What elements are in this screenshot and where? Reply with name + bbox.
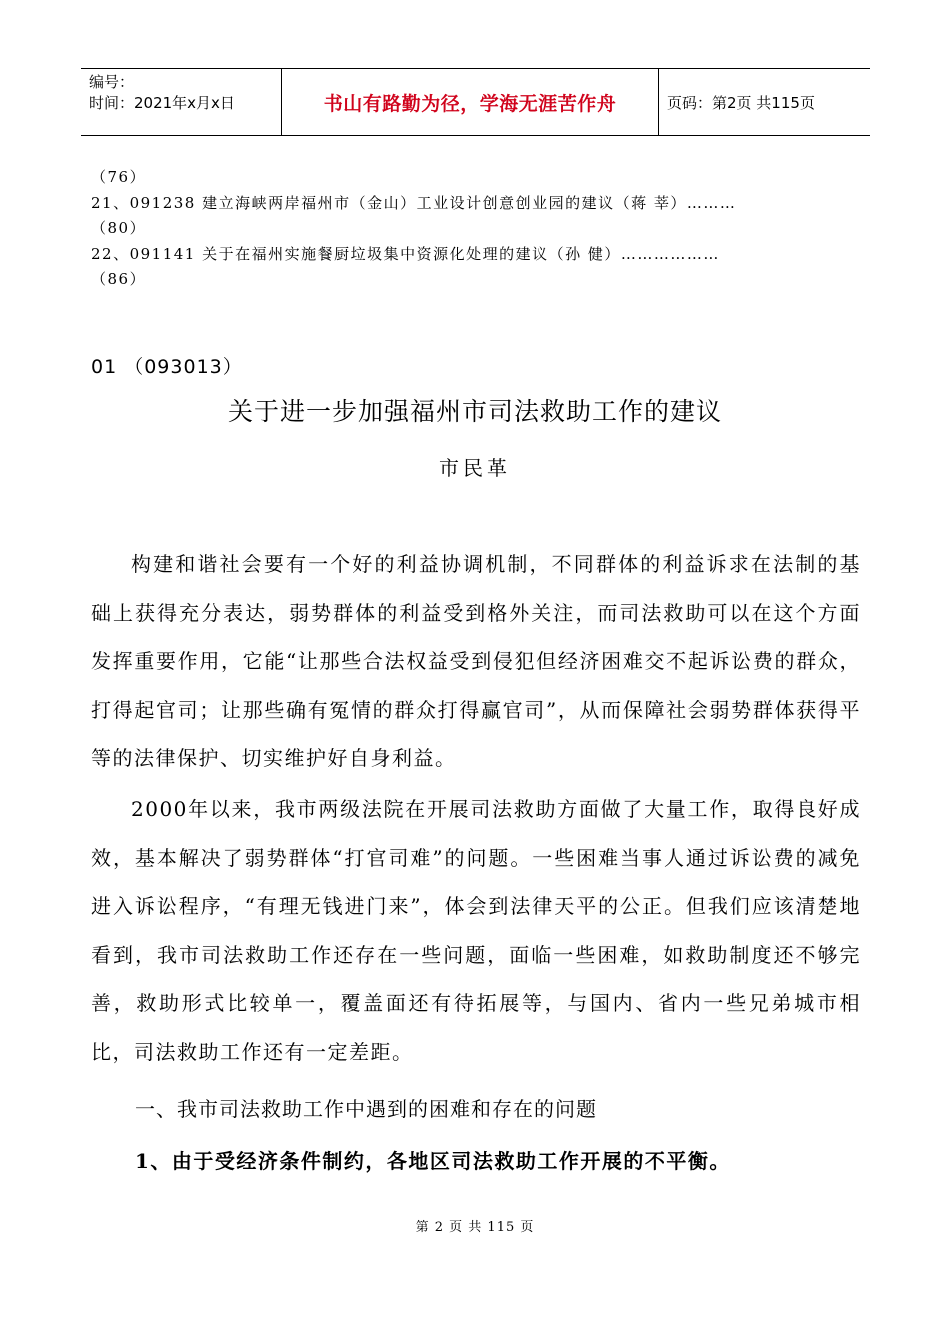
section-heading: 一、我市司法救助工作中遇到的困难和存在的问题 [135, 1097, 597, 1121]
header-page-cell [659, 69, 870, 135]
toc-entry-21: 21、091238 建立海峡两岸福州市（金山）工业设计创意创业园的建议（蒋 莘）……… [91, 194, 737, 212]
toc-entry-22: 22、091141 关于在福州实施餐厨垃圾集中资源化处理的建议（孙 健）……………… [91, 245, 720, 263]
document-title: 关于进一步加强福州市司法救助工作的建议 [227, 397, 722, 426]
section-number: 01 （093013） [91, 356, 243, 378]
document-author: 市民革 [439, 456, 511, 480]
page-header-table [81, 68, 870, 136]
header-page-label: 页码：第2页 共115页 [667, 93, 815, 112]
document-time-label: 时间：2021年x月x日 [89, 94, 235, 112]
body-paragraph: 2000年以来，我市两级法院在开展司法救助方面做了大量工作，取得良好成效，基本解决了弱势群体“打官司难”的问题。一些困难当事人通过诉讼费的减免进入诉讼程序，“有理无钱进门来”，体会到法律天平的公正。但我们应该清楚地看到，我市司法救助工作还存在一些问题，面临一些困难，如救助制度还不够完善，救助形式比较单一，覆盖面还有待拓展等，与国内、省内一些兄弟城市相比，司法救助工作还有一定差距。 [91, 797, 861, 1064]
header-motto: 书山有路勤为径，学海无涯苦作舟 [323, 92, 617, 115]
toc-line: （80） [91, 219, 147, 237]
subsection-heading: 1、由于受经济条件制约，各地区司法救助工作开展的不平衡。 [135, 1149, 731, 1173]
toc-line: （76） [91, 168, 147, 186]
body-paragraph: 构建和谐社会要有一个好的利益协调机制，不同群体的利益诉求在法制的基础上获得充分表达，弱势群体的利益受到格外关注，而司法救助可以在这个方面发挥重要作用，它能“让那些合法权益受到侵犯但经济困难交不起诉讼费的群众，打得起官司；让那些确有冤情的群众打得赢官司”，从而保障社会弱势群体获得平等的法律保护、切实维护好自身利益。 [91, 552, 861, 771]
header-motto-cell [281, 69, 659, 135]
document-number-label: 编号： [89, 73, 135, 91]
header-meta-cell [81, 69, 281, 135]
page-footer: 第 2 页 共 115 页 [415, 1220, 535, 1235]
toc-line: （86） [91, 270, 147, 288]
